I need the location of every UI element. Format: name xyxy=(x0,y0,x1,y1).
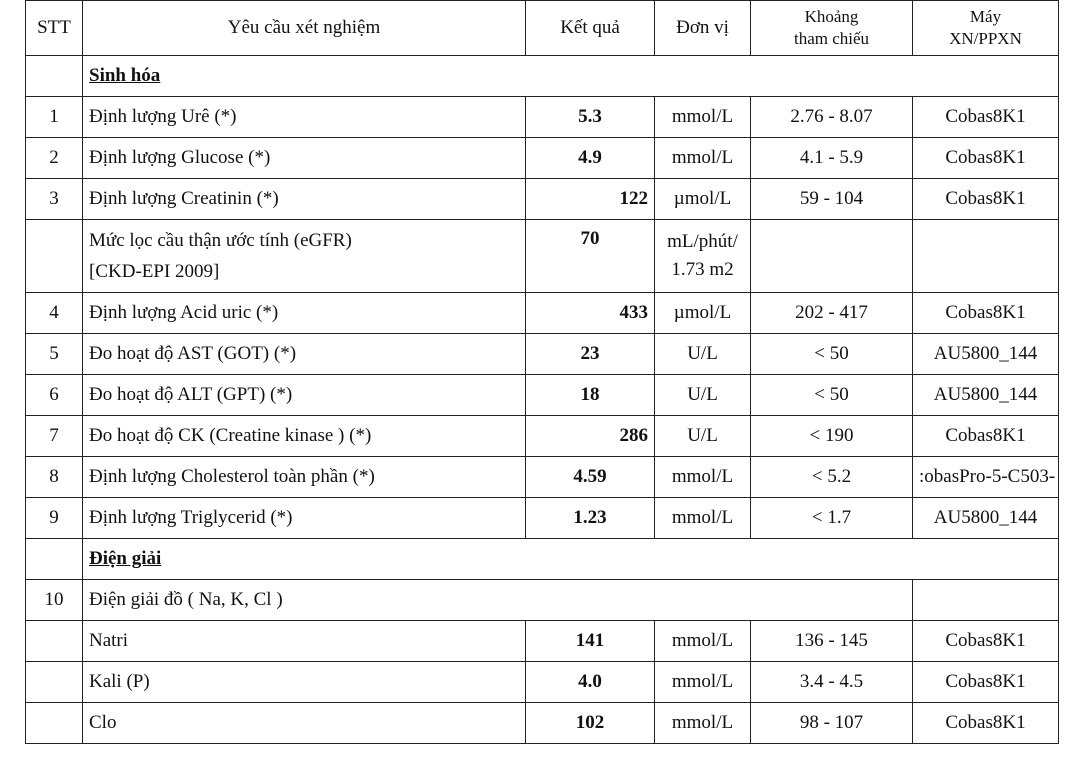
section-title-electrolyte xyxy=(83,539,1059,580)
row-unit: mmol/L xyxy=(655,138,751,179)
header-reference-line2: tham chiếu xyxy=(793,29,870,48)
row-test-name: Đo hoạt độ CK (Creatine kinase ) (*) xyxy=(83,416,526,457)
lab-results-table xyxy=(25,0,1059,744)
row-result: 5.3 xyxy=(526,97,655,138)
row-stt: 10 xyxy=(26,580,83,621)
group-row-electrolyte-panel xyxy=(26,580,1059,621)
row-test-name: Clo xyxy=(83,703,526,744)
table-row xyxy=(26,179,1059,220)
table-row xyxy=(26,138,1059,179)
row-result: 433 xyxy=(526,293,655,334)
row-reference: < 5.2 xyxy=(751,457,913,498)
row-stt xyxy=(26,621,83,662)
table-row xyxy=(26,498,1059,539)
row-result: 1.23 xyxy=(526,498,655,539)
row-result: 18 xyxy=(526,375,655,416)
row-result: 70 xyxy=(526,220,655,293)
row-test-name-line1: Mức lọc cầu thận ước tính (eGFR) xyxy=(89,230,352,251)
row-reference: 59 - 104 xyxy=(751,179,913,220)
row-result: 4.0 xyxy=(526,662,655,703)
row-stt: 7 xyxy=(26,416,83,457)
row-unit-line1: mL/phút/ xyxy=(667,231,738,252)
row-stt xyxy=(26,703,83,744)
row-stt: 1 xyxy=(26,97,83,138)
section-blank-cell xyxy=(26,539,83,580)
row-test-name: Định lượng Triglycerid (*) xyxy=(83,498,526,539)
row-stt xyxy=(26,220,83,293)
row-reference: 98 - 107 xyxy=(751,703,913,744)
row-machine: Cobas8K1 xyxy=(913,662,1059,703)
row-stt: 5 xyxy=(26,334,83,375)
row-reference: < 50 xyxy=(751,375,913,416)
row-reference: 202 - 417 xyxy=(751,293,913,334)
section-title-biochem xyxy=(83,56,1059,97)
row-unit: U/L xyxy=(655,375,751,416)
table-row xyxy=(26,703,1059,744)
row-result: 4.9 xyxy=(526,138,655,179)
row-machine xyxy=(913,580,1059,621)
row-reference: < 50 xyxy=(751,334,913,375)
row-reference xyxy=(751,220,913,293)
row-stt: 4 xyxy=(26,293,83,334)
header-result: Kết quả xyxy=(526,1,655,56)
section-label: Sinh hóa xyxy=(89,65,161,86)
section-row-electrolyte xyxy=(26,539,1059,580)
row-stt: 6 xyxy=(26,375,83,416)
row-reference: < 1.7 xyxy=(751,498,913,539)
row-machine: Cobas8K1 xyxy=(913,416,1059,457)
row-machine: :obasPro-5-C503- xyxy=(913,457,1059,498)
row-unit: U/L xyxy=(655,416,751,457)
row-reference: 3.4 - 4.5 xyxy=(751,662,913,703)
row-stt: 2 xyxy=(26,138,83,179)
section-label: Điện giải xyxy=(89,548,162,569)
header-request: Yêu cầu xét nghiệm xyxy=(83,1,526,56)
row-test-name-line2: [CKD-EPI 2009] xyxy=(89,261,220,282)
header-machine-line2: XN/PPXN xyxy=(949,29,1022,48)
row-stt xyxy=(26,662,83,703)
table-row xyxy=(26,220,1059,293)
header-reference xyxy=(751,1,913,56)
row-stt: 9 xyxy=(26,498,83,539)
row-result: 141 xyxy=(526,621,655,662)
row-reference: 2.76 - 8.07 xyxy=(751,97,913,138)
row-test-name: Định lượng Acid uric (*) xyxy=(83,293,526,334)
row-test-name: Định lượng Creatinin (*) xyxy=(83,179,526,220)
row-unit: U/L xyxy=(655,334,751,375)
row-unit: mmol/L xyxy=(655,457,751,498)
row-test-name: Định lượng Glucose (*) xyxy=(83,138,526,179)
row-machine: Cobas8K1 xyxy=(913,621,1059,662)
row-machine: AU5800_144 xyxy=(913,498,1059,539)
section-blank-cell xyxy=(26,56,83,97)
row-unit-line2: 1.73 m2 xyxy=(671,259,734,280)
header-machine-line1: Máy xyxy=(969,7,1002,26)
row-unit: µmol/L xyxy=(655,293,751,334)
row-result: 4.59 xyxy=(526,457,655,498)
row-test-name: Điện giải đồ ( Na, K, Cl ) xyxy=(83,580,913,621)
header-stt: STT xyxy=(26,1,83,56)
section-row-biochem xyxy=(26,56,1059,97)
row-machine xyxy=(913,220,1059,293)
row-reference: 4.1 - 5.9 xyxy=(751,138,913,179)
row-unit xyxy=(655,220,751,293)
header-row xyxy=(26,1,1059,56)
row-reference: < 190 xyxy=(751,416,913,457)
row-result: 122 xyxy=(526,179,655,220)
row-result: 286 xyxy=(526,416,655,457)
row-test-name: Natri xyxy=(83,621,526,662)
row-unit: mmol/L xyxy=(655,703,751,744)
row-test-name: Kali (P) xyxy=(83,662,526,703)
row-test-name: Định lượng Cholesterol toàn phần (*) xyxy=(83,457,526,498)
row-machine: Cobas8K1 xyxy=(913,703,1059,744)
table-row xyxy=(26,457,1059,498)
row-test-name xyxy=(83,220,526,293)
row-machine: Cobas8K1 xyxy=(913,293,1059,334)
table-row xyxy=(26,662,1059,703)
row-unit: mmol/L xyxy=(655,662,751,703)
row-test-name: Đo hoạt độ ALT (GPT) (*) xyxy=(83,375,526,416)
table-row xyxy=(26,293,1059,334)
row-machine: Cobas8K1 xyxy=(913,138,1059,179)
row-machine: AU5800_144 xyxy=(913,334,1059,375)
row-test-name: Định lượng Urê (*) xyxy=(83,97,526,138)
table-row xyxy=(26,621,1059,662)
row-result: 23 xyxy=(526,334,655,375)
table-row xyxy=(26,97,1059,138)
header-machine xyxy=(913,1,1059,56)
row-machine: Cobas8K1 xyxy=(913,97,1059,138)
header-unit: Đơn vị xyxy=(655,1,751,56)
table-row xyxy=(26,416,1059,457)
row-unit: µmol/L xyxy=(655,179,751,220)
row-machine: AU5800_144 xyxy=(913,375,1059,416)
row-unit: mmol/L xyxy=(655,97,751,138)
row-test-name: Đo hoạt độ AST (GOT) (*) xyxy=(83,334,526,375)
header-reference-line1: Khoảng xyxy=(804,7,859,26)
row-unit: mmol/L xyxy=(655,621,751,662)
table-row xyxy=(26,375,1059,416)
row-stt: 3 xyxy=(26,179,83,220)
row-stt: 8 xyxy=(26,457,83,498)
table-row xyxy=(26,334,1059,375)
row-machine: Cobas8K1 xyxy=(913,179,1059,220)
row-unit: mmol/L xyxy=(655,498,751,539)
row-result: 102 xyxy=(526,703,655,744)
row-reference: 136 - 145 xyxy=(751,621,913,662)
